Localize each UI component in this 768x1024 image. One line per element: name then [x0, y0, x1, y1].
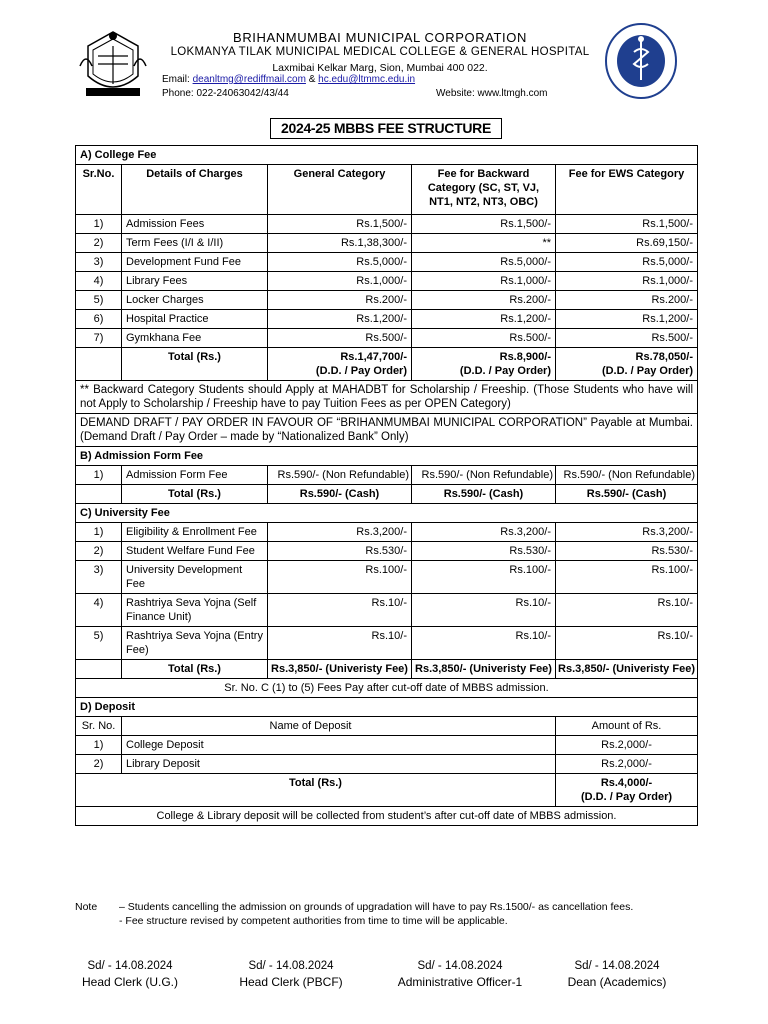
row-name: Hospital Practice — [122, 310, 268, 329]
signature-date: Sd/ - 14.08.2024 — [417, 960, 503, 972]
row-name: Term Fees (I/I & I/II) — [122, 234, 268, 253]
email-line — [162, 74, 415, 85]
table-row — [76, 272, 698, 291]
total-row-admission — [76, 485, 698, 504]
row-backward: Rs.100/- — [412, 561, 556, 594]
total-general: Rs.3,850/- (Univeristy Fee) — [268, 660, 412, 679]
row-ews: Rs.69,150/- — [556, 234, 698, 253]
table-row — [76, 329, 698, 348]
col-header-backward: Fee for Backward Category (SC, ST, VJ, NT1, NT2, NT3, OBC) — [412, 165, 556, 215]
row-ews: Rs.10/- — [556, 594, 698, 627]
row-name: Gymkhana Fee — [122, 329, 268, 348]
table-row — [76, 253, 698, 272]
total-backward: Rs.590/- (Cash) — [412, 485, 556, 504]
total-backward: Rs.8,900/- (D.D. / Pay Order) — [412, 348, 556, 381]
signature-title: Administrative Officer-1 — [397, 975, 523, 989]
note-cancellation: – Students cancelling the admission on grounds of upgradation will have to pay Rs.1500/- as cancellation fees. — [119, 901, 634, 913]
email-link-hc[interactable]: hc.edu@ltmmc.edu.in — [318, 74, 416, 85]
row-general: Rs.590/- (Non Refundable) — [268, 466, 412, 485]
row-backward: ** — [412, 234, 556, 253]
total-backward: Rs.3,850/- (Univeristy Fee) — [412, 660, 556, 679]
website-line: Website: www.ltmgh.com — [436, 88, 548, 99]
section-heading-admission-form-fee: B) Admission Form Fee — [76, 447, 698, 466]
deposit-col-amount: Amount of Rs. — [556, 717, 698, 736]
row-sr: 2) — [76, 542, 122, 561]
section-heading-university-fee: C) University Fee — [76, 504, 698, 523]
row-general: Rs.10/- — [268, 594, 412, 627]
row-general: Rs.5,000/- — [268, 253, 412, 272]
row-sr: 2) — [76, 234, 122, 253]
row-amount: Rs.2,000/- — [556, 755, 698, 774]
email-link-dean[interactable]: deanltmg@rediffmail.com — [192, 74, 306, 85]
email-label: Email: — [162, 74, 190, 85]
row-name: Library Fees — [122, 272, 268, 291]
row-general: Rs.500/- — [268, 329, 412, 348]
signature-block — [537, 958, 697, 990]
row-name: College Deposit — [122, 736, 556, 755]
table-row — [76, 542, 698, 561]
row-ews: Rs.1,500/- — [556, 215, 698, 234]
total-ews: Rs.3,850/- (Univeristy Fee) — [556, 660, 698, 679]
row-name: University Development Fee — [122, 561, 268, 594]
deposit-col-srno: Sr. No. — [76, 717, 122, 736]
row-sr: 4) — [76, 594, 122, 627]
row-ews: Rs.10/- — [556, 627, 698, 660]
total-label: Total (Rs.) — [122, 348, 268, 381]
row-name: Admission Fees — [122, 215, 268, 234]
row-sr: 7) — [76, 329, 122, 348]
row-name: Development Fund Fee — [122, 253, 268, 272]
deposit-col-name: Name of Deposit — [122, 717, 556, 736]
phone-line: Phone: 022-24063042/43/44 — [162, 88, 289, 99]
row-ews: Rs.590/- (Non Refundable) — [556, 466, 698, 485]
table-row — [76, 234, 698, 253]
row-backward: Rs.3,200/- — [412, 523, 556, 542]
row-general: Rs.1,38,300/- — [268, 234, 412, 253]
total-general: Rs.1,47,700/- (D.D. / Pay Order) — [268, 348, 412, 381]
row-ews: Rs.1,200/- — [556, 310, 698, 329]
table-row — [76, 291, 698, 310]
signature-title: Dean (Academics) — [567, 975, 667, 989]
row-general: Rs.1,000/- — [268, 272, 412, 291]
row-ews: Rs.530/- — [556, 542, 698, 561]
signature-title: Head Clerk (PBCF) — [239, 975, 343, 989]
table-row — [76, 627, 698, 660]
col-header-srno: Sr.No. — [76, 165, 122, 215]
row-ews: Rs.200/- — [556, 291, 698, 310]
row-general: Rs.10/- — [268, 627, 412, 660]
table-row — [76, 215, 698, 234]
demand-draft-note: DEMAND DRAFT / PAY ORDER IN FAVOUR OF “BRIHANMUMBAI MUNICIPAL CORPORATION” Payable at Mumbai. (Demand Draft / Pay Order – made by “Nationalized Bank” Only) — [76, 414, 698, 447]
corporation-name: BRIHANMUMBAI MUNICIPAL CORPORATION — [233, 30, 527, 45]
row-amount: Rs.2,000/- — [556, 736, 698, 755]
row-general: Rs.1,500/- — [268, 215, 412, 234]
section-heading-deposit: D) Deposit — [76, 698, 698, 717]
total-label: Total (Rs.) — [122, 660, 268, 679]
total-row-college — [76, 348, 698, 381]
total-row-deposit — [76, 774, 698, 807]
signature-title: Head Clerk (U.G.) — [81, 975, 179, 989]
row-sr: 3) — [76, 253, 122, 272]
total-label: Total (Rs.) — [76, 774, 556, 807]
page-title: 2024-25 MBBS FEE STRUCTURE — [270, 118, 502, 139]
row-sr: 1) — [76, 466, 122, 485]
signature-date: Sd/ - 14.08.2024 — [574, 960, 660, 972]
table-row — [76, 310, 698, 329]
row-sr: 3) — [76, 561, 122, 594]
ltmmc-seal-logo — [604, 22, 678, 100]
row-sr: 4) — [76, 272, 122, 291]
col-header-details: Details of Charges — [122, 165, 268, 215]
row-backward: Rs.500/- — [412, 329, 556, 348]
row-ews: Rs.500/- — [556, 329, 698, 348]
total-ews: Rs.590/- (Cash) — [556, 485, 698, 504]
total-row-university — [76, 660, 698, 679]
deposit-note: College & Library deposit will be collected from student’s after cut-off date of MBBS admission. — [76, 807, 698, 826]
row-sr: 6) — [76, 310, 122, 329]
university-fee-note: Sr. No. C (1) to (5) Fees Pay after cut-off date of MBBS admission. — [76, 679, 698, 698]
row-sr: 1) — [76, 736, 122, 755]
bmc-emblem-logo — [78, 26, 148, 100]
col-header-ews: Fee for EWS Category — [556, 165, 698, 215]
table-row — [76, 755, 698, 774]
row-sr: 2) — [76, 755, 122, 774]
table-row — [76, 561, 698, 594]
row-general: Rs.200/- — [268, 291, 412, 310]
row-general: Rs.100/- — [268, 561, 412, 594]
signature-block — [380, 958, 540, 990]
row-ews: Rs.100/- — [556, 561, 698, 594]
row-name: Library Deposit — [122, 755, 556, 774]
note-label: Note — [75, 901, 98, 913]
note-revision: - Fee structure revised by competent authorities from time to time will be applicable. — [119, 915, 508, 927]
total-general: Rs.590/- (Cash) — [268, 485, 412, 504]
row-backward: Rs.200/- — [412, 291, 556, 310]
row-backward: Rs.10/- — [412, 594, 556, 627]
signature-block — [50, 958, 210, 990]
row-backward: Rs.590/- (Non Refundable) — [412, 466, 556, 485]
row-ews: Rs.5,000/- — [556, 253, 698, 272]
row-name: Eligibility & Enrollment Fee — [122, 523, 268, 542]
total-ews: Rs.78,050/- (D.D. / Pay Order) — [556, 348, 698, 381]
col-header-general: General Category — [268, 165, 412, 215]
signature-date: Sd/ - 14.08.2024 — [248, 960, 334, 972]
address: Laxmibai Kelkar Marg, Sion, Mumbai 400 022. — [272, 62, 488, 74]
fee-table — [75, 145, 698, 826]
row-general: Rs.1,200/- — [268, 310, 412, 329]
row-name: Rashtriya Seva Yojna (Self Finance Unit) — [122, 594, 268, 627]
row-general: Rs.530/- — [268, 542, 412, 561]
row-sr: 5) — [76, 291, 122, 310]
row-sr: 5) — [76, 627, 122, 660]
email-separator: & — [308, 74, 316, 85]
table-row — [76, 594, 698, 627]
row-name: Student Welfare Fund Fee — [122, 542, 268, 561]
total-label: Total (Rs.) — [122, 485, 268, 504]
table-row — [76, 736, 698, 755]
row-backward: Rs.1,000/- — [412, 272, 556, 291]
row-backward: Rs.1,500/- — [412, 215, 556, 234]
row-backward: Rs.1,200/- — [412, 310, 556, 329]
section-heading-college-fee: A) College Fee — [76, 146, 698, 165]
row-sr: 1) — [76, 523, 122, 542]
row-name: Admission Form Fee — [122, 466, 268, 485]
table-row — [76, 466, 698, 485]
row-ews: Rs.3,200/- — [556, 523, 698, 542]
signature-block — [211, 958, 371, 990]
row-backward: Rs.10/- — [412, 627, 556, 660]
row-backward: Rs.530/- — [412, 542, 556, 561]
row-backward: Rs.5,000/- — [412, 253, 556, 272]
row-general: Rs.3,200/- — [268, 523, 412, 542]
college-name: LOKMANYA TILAK MUNICIPAL MEDICAL COLLEGE & GENERAL HOSPITAL — [170, 46, 590, 58]
table-row — [76, 523, 698, 542]
total-amount: Rs.4,000/- (D.D. / Pay Order) — [556, 774, 698, 807]
row-ews: Rs.1,000/- — [556, 272, 698, 291]
backward-category-note: ** Backward Category Students should Apply at MAHADBT for Scholarship / Freeship. (Those Students who have will not Apply to Scholarship / Freeship have to pay Tuition Fees as per OPEN Category) — [76, 381, 698, 414]
row-name: Rashtriya Seva Yojna (Entry Fee) — [122, 627, 268, 660]
signature-date: Sd/ - 14.08.2024 — [87, 960, 173, 972]
row-sr: 1) — [76, 215, 122, 234]
row-name: Locker Charges — [122, 291, 268, 310]
